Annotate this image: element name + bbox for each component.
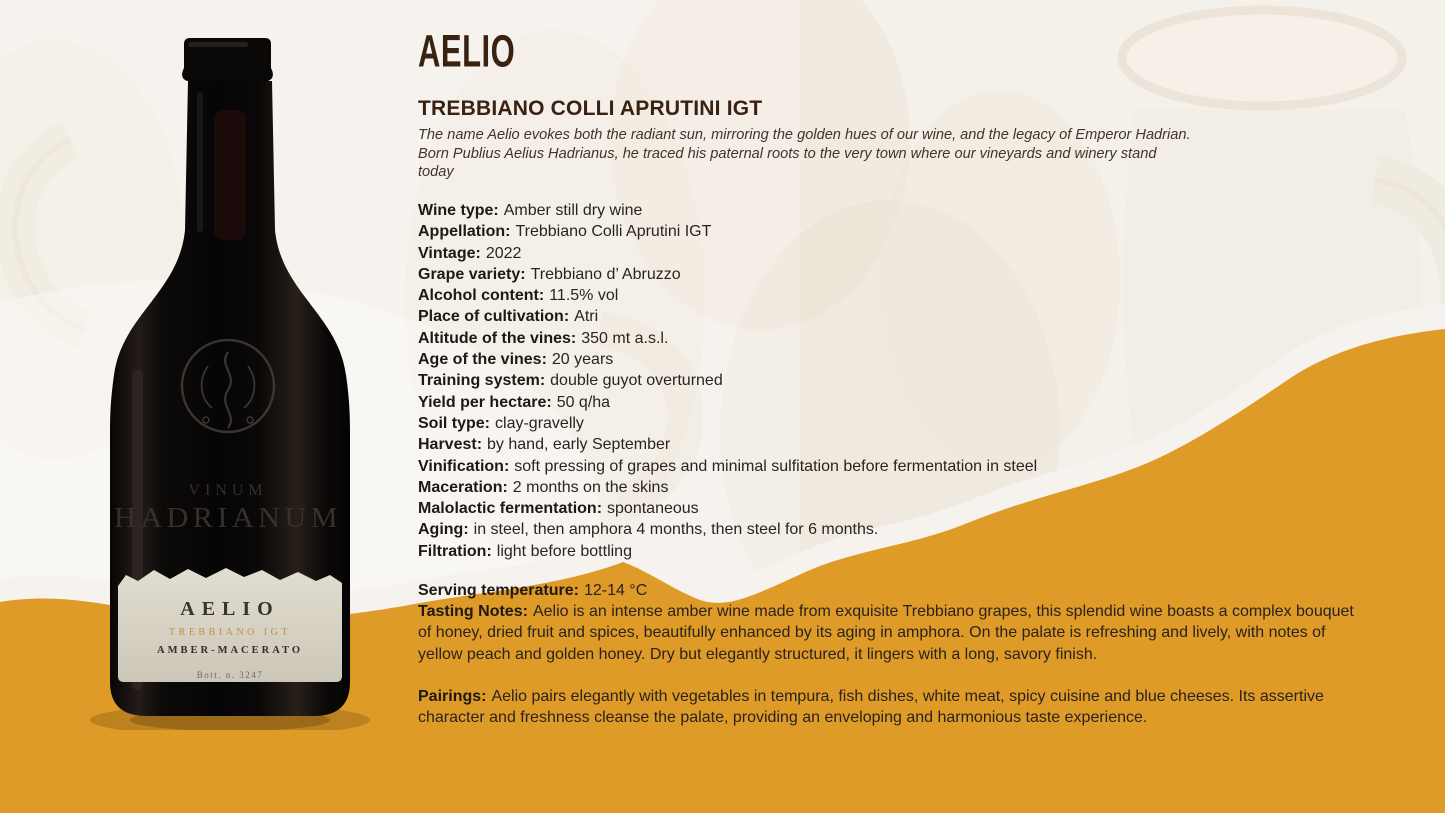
pairings-paragraph [418,686,1368,729]
neck-wine-tint [214,110,246,240]
spec-label: Aging: [418,521,469,539]
spec-row [418,370,1037,391]
spec-row [418,519,1037,540]
spec-row [418,541,1037,562]
serving-temperature-row [418,580,647,601]
spec-value: Trebbiano d’ Abruzzo [530,265,681,283]
embossed-brand-line1: VINUM [188,482,268,499]
spec-row [418,456,1037,477]
spec-row [418,392,1037,413]
label-bottle-number: Bott. n. 3247 [196,670,264,680]
spec-value: Amber still dry wine [503,202,643,219]
spec-label: Malolactic fermentation: [418,500,603,518]
spec-row [418,264,1037,285]
serving-temperature-value: 12-14 °C [583,582,648,599]
embossed-brand-line2: HADRIANUM [114,503,342,534]
spec-row [418,434,1037,455]
cap-highlight [188,42,248,47]
intro-paragraph: The name Aelio evokes both the radiant sun, mirroring the golden hues of our wine, and the legacy of Emperor Hadrian. Born Publius Aelius Hadrianus, he traced his paternal roots to the very town where our vineyards and winery stand today [418,127,1191,181]
spec-label: Wine type: [418,202,499,219]
spec-list [418,200,1037,562]
spec-value: double guyot overturned [550,372,723,390]
spec-row [418,243,1037,264]
spec-label: Yield per hectare: [418,393,552,411]
content-column [418,0,1383,813]
spec-label: Training system: [418,372,546,390]
label-wine-name: AELIO [180,598,280,620]
spec-value: soft pressing of grapes and minimal sulfitation before fermentation in steel [514,457,1038,475]
spec-label: Altitude of the vines: [418,329,577,347]
pairings-label: Pairings: [418,688,487,705]
spec-row [418,477,1037,498]
pairings-text: Aelio pairs elegantly with vegetables in tempura, fish dishes, white meat, spicy cuisine and blue cheeses. Its assertive character and freshness cleanse the palate, providing an enveloping and harmonious taste experience. [418,688,1324,727]
wine-bottle [80,30,380,730]
appellation-subtitle: TREBBIANO COLLI APRUTINI IGT [418,97,763,120]
spec-row [418,328,1037,349]
spec-label: Maceration: [418,478,508,496]
spec-label: Grape variety: [418,265,526,283]
tasting-notes-text: Aelio is an intense amber wine made from exquisite Trebbiano grapes, this splendid wine boasts a complex bouquet of honey, dried fruit and spices, beautifully enhanced by its aging in amphora. On the palate is refreshing and lively, with notes of yellow peach and golden honey. Dry but elegantly structured, it lingers with a long, savory finish. [418,603,1354,663]
spec-value: 350 mt a.s.l. [581,329,669,347]
spec-label: Soil type: [418,414,491,432]
bottle-front-label [118,568,342,682]
spec-label: Filtration: [418,542,492,560]
serving-temperature-label: Serving temperature: [418,582,579,599]
spec-label: Harvest: [418,436,483,454]
spec-value: in steel, then amphora 4 months, then steel for 6 months. [473,521,879,539]
spec-row [418,285,1037,306]
spec-label: Age of the vines: [418,351,547,369]
spec-value: 11.5% vol [549,287,619,305]
spec-label: Vintage: [418,244,481,262]
label-style: AMBER-MACERATO [156,645,304,656]
label-appellation: TREBBIANO IGT [169,627,291,638]
spec-label: Alcohol content: [418,287,545,305]
spec-row [418,413,1037,434]
spec-label: Place of cultivation: [418,308,570,326]
neck-sheen [197,92,203,232]
spec-value: Atri [574,308,599,326]
spec-row [418,200,1037,221]
spec-value: clay-gravelly [495,414,584,432]
spec-value: 20 years [551,351,614,369]
spec-value: 2 months on the skins [512,478,669,496]
spec-value: spontaneous [607,500,699,518]
tasting-notes-paragraph [418,601,1368,665]
spec-label: Appellation: [418,223,511,241]
spec-row [418,306,1037,327]
tasting-notes-label: Tasting Notes: [418,603,528,620]
spec-row [418,349,1037,370]
spec-value: by hand, early September [487,436,671,454]
spec-row [418,221,1037,242]
spec-value: 2022 [485,244,522,262]
page-title: AELIO [418,26,516,77]
spec-value: light before bottling [496,542,632,560]
spec-row [418,498,1037,519]
spec-value: Trebbiano Colli Aprutini IGT [515,223,712,241]
spec-label: Vinification: [418,457,510,475]
spec-value: 50 q/ha [556,393,611,411]
